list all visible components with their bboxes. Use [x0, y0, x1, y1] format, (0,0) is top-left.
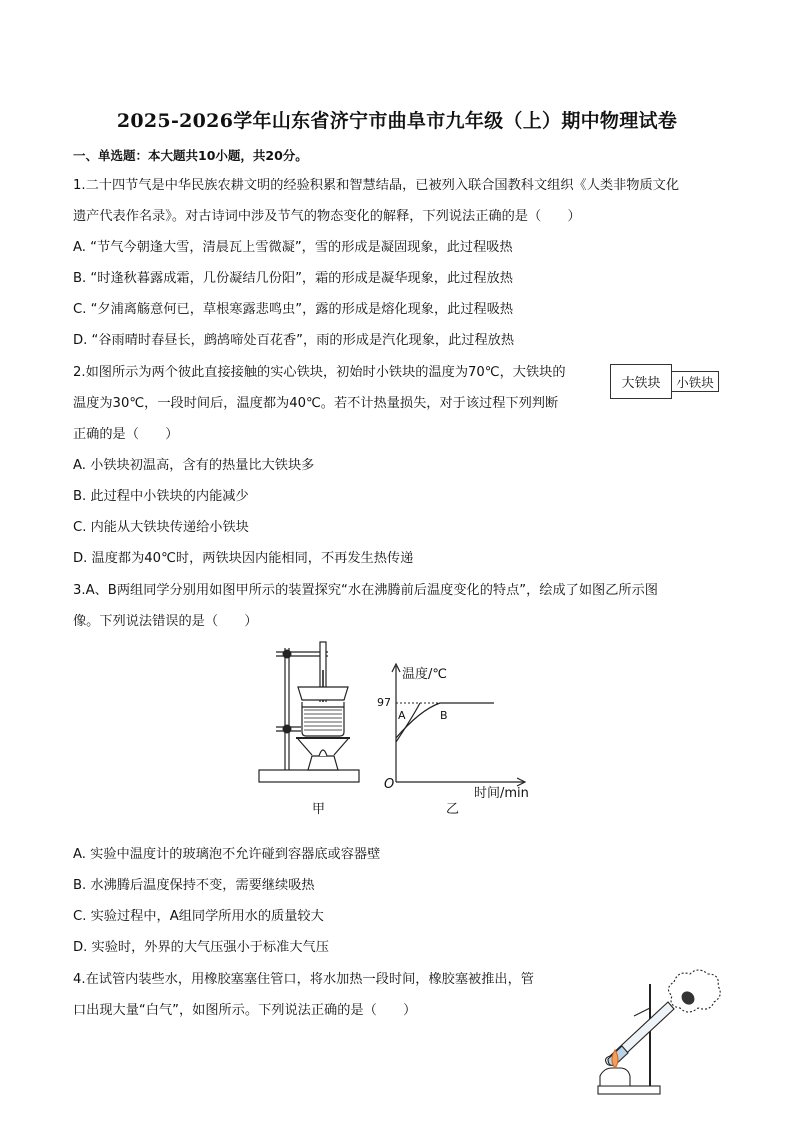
graph-curve-b-label: B	[440, 709, 448, 722]
q3-option-a: A. 实验中温度计的玻璃泡不允许碰到容器底或容器壁	[73, 847, 381, 862]
q3-option-b: B. 水沸腾后温度保持不变，需要继续吸热	[73, 878, 315, 893]
q2-option-a: A. 小铁块初温高，含有的热量比大铁块多	[73, 458, 315, 473]
graph-ylabel: 温度/℃	[402, 667, 447, 682]
graph-origin-label: O	[384, 777, 395, 792]
q2-option-b: B. 此过程中小铁块的内能减少	[73, 489, 249, 504]
q3-stem-line-1: 3.A、B两组同学分别用如图甲所示的装置探究“水在沸腾前后温度变化的特点”，绘成了如图乙所示图	[73, 583, 658, 598]
graph-xlabel: 时间/min	[474, 786, 529, 801]
q1-option-a: A. “节气今朝逢大雪，清晨瓦上雪微凝”，雪的形成是凝固现象，此过程吸热	[73, 240, 513, 255]
exam-title: 2025-2026学年山东省济宁市曲阜市九年级（上）期中物理试卷	[116, 110, 678, 132]
big-iron-block: 大铁块	[610, 364, 672, 399]
q3-option-d: D. 实验时，外界的大气压强小于标准大气压	[73, 940, 329, 955]
temperature-time-graph	[374, 660, 544, 800]
q2-stem-line-3: 正确的是（ ）	[73, 427, 179, 442]
section-heading: 一、单选题：本大题共10小题，共20分。	[73, 148, 308, 163]
q3-option-c: C. 实验过程中，A组同学所用水的质量较大	[73, 909, 324, 924]
q1-option-b: B. “时逢秋暮露成霜，几份凝结几份阳”，霜的形成是凝华现象，此过程放热	[73, 271, 513, 286]
q2-stem-line-2: 温度为30℃，一段时间后，温度都为40℃。若不计热量损失，对于该过程下列判断	[73, 396, 559, 411]
q2-stem-line-1: 2.如图所示为两个彼此直接接触的实心铁块，初始时小铁块的温度为70℃，大铁块的	[73, 365, 566, 380]
graph-curve-a-label: A	[398, 709, 406, 722]
q1-stem-line-1: 1.二十四节气是中华民族农耕文明的经验积累和智慧结晶，已被列入联合国教科文组织《人类非物质文化	[73, 178, 680, 193]
q2-option-c: C. 内能从大铁块传递给小铁块	[73, 520, 249, 535]
test-tube-heating-figure	[578, 964, 728, 1099]
small-iron-block: 小铁块	[671, 371, 719, 392]
q1-stem-line-2: 遗产代表作名录》。对古诗词中涉及节气的物态变化的解释，下列说法正确的是（ ）	[73, 209, 581, 224]
q1-option-c: C. “夕浦离觞意何已，草根寒露悲鸣虫”，露的形成是熔化现象，此过程吸热	[73, 302, 514, 317]
q1-option-d: D. “谷雨晴时春昼长，鹧鸪啼处百花香”，雨的形成是汽化现象，此过程放热	[73, 333, 515, 348]
figure-yi-label: 乙	[446, 802, 460, 817]
boiling-apparatus-figure	[256, 640, 366, 790]
figure-jia-label: 甲	[312, 802, 326, 817]
q4-stem-line-2: 口出现大量“白气”，如图所示。下列说法正确的是（ ）	[73, 1003, 417, 1018]
q3-stem-line-2: 像。下列说法错误的是（ ）	[73, 614, 258, 629]
q4-stem-line-1: 4.在试管内装些水，用橡胶塞塞住管口，将水加热一段时间，橡胶塞被推出，管	[73, 972, 534, 987]
q2-option-d: D. 温度都为40℃时，两铁块因内能相同，不再发生热传递	[73, 551, 414, 566]
graph-boil-temp-tick: 97	[377, 696, 391, 709]
